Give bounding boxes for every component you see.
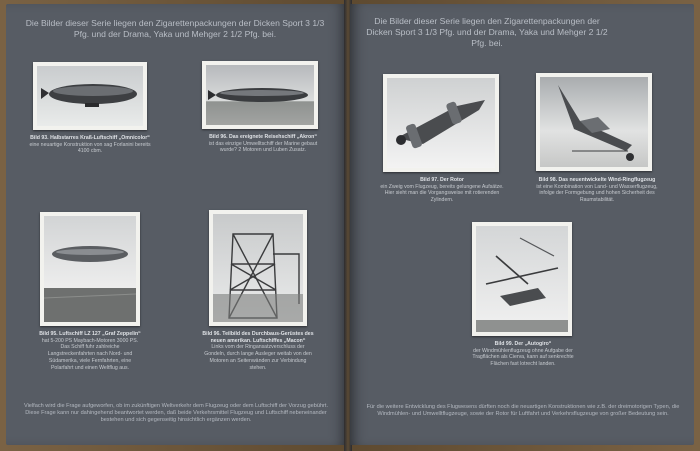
right-page: [350, 4, 694, 445]
card-title: Halbstarres Kraß-Luftschiff „Omnicolor“: [50, 135, 150, 141]
card-title: Der Rotor: [439, 177, 464, 183]
card-text: ist eine Kombination von Land- und Wasserflugzeug, infolge der Formgebung und hohen Sicherheit des Raumstabilität.: [536, 183, 658, 204]
airship-photo: [37, 66, 143, 126]
left-page-header: Die Bilder dieser Serie liegen den Zigarettenpackungen der Dicken Sport 3 1/3 Pfg. und der Drama, Yaka und Mehger 2 1/2 Pfg. bei.: [25, 18, 325, 39]
card-number: Bild 99.: [494, 341, 514, 347]
card-text: Links vom der Ringansatzverschluss der Gondeln, durch lange Ausleger weitab von den Motoren an Seitenwänden zur Verbindung stehen.: [204, 344, 312, 371]
card-rotor-plane: [383, 74, 499, 172]
card-text: eine neuartige Konstruktion von sag Forlanini bereits 4100 cbm.: [29, 141, 151, 155]
zeppelin-photo: [44, 216, 136, 322]
card-macon-scaffold: [209, 210, 307, 326]
akron-photo: [206, 65, 314, 125]
card-airship-omnicolor: [33, 62, 147, 130]
card-text: der Windmühlenflugzeug ohne Aufgabe der Tragflächen als Cierva, kann auf senkrechte Flächen fast lotrecht landen.: [472, 347, 574, 368]
card-ring-wing: [536, 73, 652, 171]
card-title: Luftschiff LZ 127 „Graf Zeppelin“: [59, 331, 141, 337]
card-text: ein Zweig vom Flugzeug, bereits gelungene Aufsätze. Hier sieht man die Vorgangsweise mit rotierenden Zylindern.: [380, 183, 504, 204]
caption-bild-99: [470, 341, 576, 368]
scaffold-photo: [213, 214, 303, 322]
card-title: Teilbild des Durchbaus-Gerüstes des neuen amerikan. Luftschiffes „Macon“: [210, 331, 314, 344]
card-number: Bild 98.: [538, 177, 558, 183]
card-number: Bild 96.: [202, 331, 221, 337]
right-page-header: Die Bilder dieser Serie liegen den Zigarettenpackungen der Dicken Sport 3 1/3 Pfg. und der Drama, Yaka und Mehger 2 1/2 Pfg. bei.: [366, 16, 608, 48]
card-graf-zeppelin: [40, 212, 140, 326]
card-number: Bild 96.: [209, 134, 228, 140]
card-title: Das neuentwickelte Wind-Ringflugzeug: [558, 177, 656, 183]
card-title: Der „Autogiro“: [514, 341, 552, 347]
caption-bild-96b: [202, 331, 314, 371]
left-page: [6, 4, 346, 445]
card-number: Bild 95.: [39, 331, 58, 337]
caption-bild-95: [38, 331, 142, 371]
card-title: Das ereignete Reisehschiff „Akron“: [228, 134, 317, 140]
rotor-plane-photo: [387, 78, 495, 168]
autogiro-photo: [476, 226, 568, 332]
card-airship-akron: [202, 61, 318, 129]
card-number: Bild 93.: [30, 135, 49, 141]
card-text: hat 5-200 PS Maybach-Motoren 3000 PS. Das Schiff fuhr zahlreiche Langstreckenfahrten nach Nord- und Südamerika, viele Fernfahrten, eine Polarfahrt und einen Weltflug aus.: [41, 337, 139, 371]
caption-bild-98: [536, 177, 658, 204]
right-page-footer: Für die weitere Entwicklung des Flugwesens dürften noch die neuartigen Konstruktionen wie z.B. der dreimotorigen Typen, die Windmühlen- und Umwelltflugzeuge, sowie der Rotor für Luftfahrt und Verkehrsflugzeuge von großer Bedeutung sein.: [366, 404, 680, 418]
caption-bild-97: [380, 177, 504, 204]
left-page-footer: Vielfach wird die Frage aufgeworfen, ob im zukünftigen Weltverkehr dem Flugzeug oder dem Luftschiff der Vorzug gebührt. Diese Frage kann nur dahingehend beantwortet werden, daß beide Verkehrsmittel Flugzeug und Luftschiff nebeneinander bestehen und sich gegenseitig hinsichtlich ergänzen werden.: [23, 403, 329, 424]
ring-wing-photo: [540, 77, 648, 167]
card-text: ist das einzige Umwelltschiff der Marine gebaut wurde? 2 Motoren und Luben Zusatz.: [208, 140, 318, 154]
card-autogiro: [472, 222, 572, 336]
caption-bild-93: [24, 135, 156, 155]
caption-bild-96a: [200, 134, 326, 154]
card-number: Bild 97.: [420, 177, 439, 183]
